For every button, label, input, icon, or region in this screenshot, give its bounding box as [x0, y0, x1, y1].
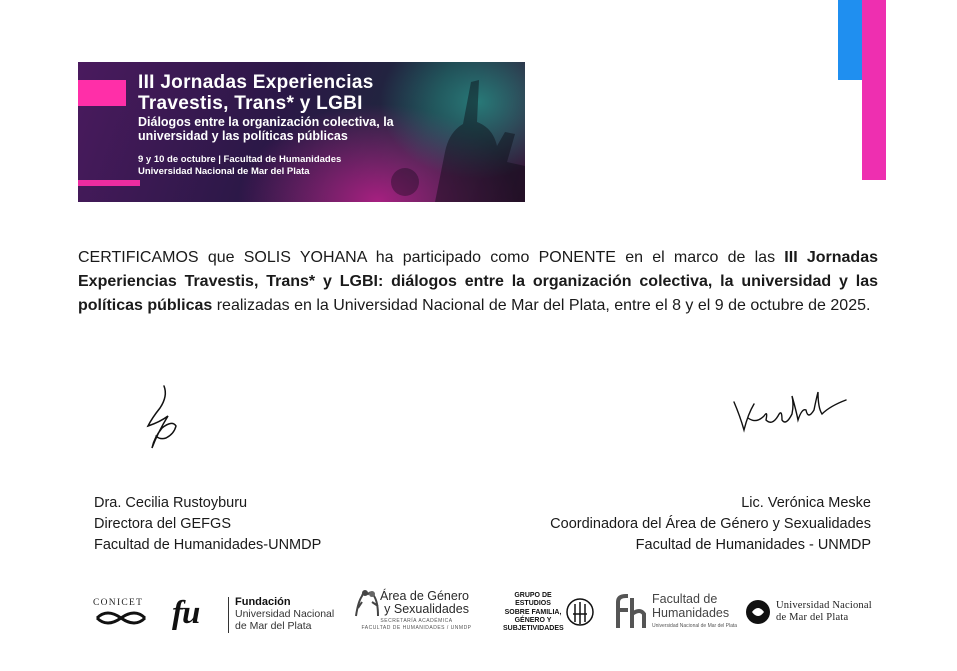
facultad-small-text: Universidad Nacional de Mar del Plata — [652, 623, 738, 629]
area-genero-logo — [354, 588, 479, 638]
grupo-line2: SOBRE FAMILIA, — [504, 608, 562, 616]
grupo-line4: SUBJETIVIDADES — [503, 625, 564, 633]
area-genero-sub2: FACULTAD DE HUMANIDADES / UNMDP — [361, 625, 472, 631]
fundacion-divider — [228, 597, 229, 633]
institution-logos-row — [0, 588, 957, 640]
area-genero-text — [380, 590, 469, 615]
conicet-wordmark: CONICET — [93, 598, 144, 608]
certificate-event-name: III Jornadas Experiencias Travestis, Trans* y LGBI: diálogos entre la organización colectiva, la universidad y las políticas públicas — [78, 249, 879, 314]
unmdp-line2: de Mar del Plata — [776, 612, 849, 623]
grupo-line1: GRUPO DE ESTUDIOS — [514, 592, 552, 608]
facultad-line2: Humanidades — [652, 606, 730, 620]
certificate-details: realizadas en la Universidad Nacional de Mar del Plata, entre el 8 y el 9 de octubre de 2025. — [212, 297, 871, 314]
banner-date: 9 y 10 de octubre | Facultad de Humanidades — [138, 154, 342, 165]
fundacion-line2: Universidad Nacional — [235, 608, 335, 620]
fundacion-line3: de Mar del Plata — [235, 620, 312, 632]
grupo-estudios-logo — [503, 592, 595, 636]
conicet-logo — [93, 598, 153, 633]
fundacion-unmdp-logo — [172, 593, 342, 637]
unmdp-crest-icon — [744, 598, 772, 626]
banner-subtitle-line2: universidad y las políticas públicas — [138, 128, 348, 143]
certificate-body — [78, 246, 878, 318]
signer-right-block — [550, 493, 871, 556]
facultad-text — [652, 592, 729, 620]
grupo-line3: GÉNERO Y — [514, 616, 552, 624]
area-genero-sub1: SECRETARÍA ACADÉMICA — [380, 618, 453, 624]
banner-accent-bar — [78, 180, 140, 186]
area-genero-figures-icon — [354, 588, 380, 618]
banner-title-line2: Travestis, Trans* y LGBI — [138, 93, 363, 114]
unmdp-logo — [744, 596, 884, 632]
decorative-blue-stripe — [838, 0, 862, 80]
facultad-humanidades-logo — [614, 590, 738, 636]
signature-left — [138, 382, 186, 454]
unmdp-line1: Universidad Nacional — [776, 600, 872, 611]
signer-right-name: Lic. Verónica Meske — [741, 495, 871, 511]
banner-university: Universidad Nacional de Mar del Plata — [138, 166, 310, 177]
banner-subtitle-line1: Diálogos entre la organización colectiva, la — [138, 115, 394, 129]
facultad-line1: Facultad de — [652, 592, 718, 606]
banner-accent-square — [78, 80, 126, 106]
fundacion-title: Fundación — [235, 596, 291, 608]
certificate-intro: CERTIFICAMOS que SOLIS YOHANA ha participado como PONENTE en el marco de las — [78, 249, 785, 266]
signer-left-institution: Facultad de Humanidades-UNMDP — [94, 537, 322, 553]
banner-text — [138, 72, 394, 178]
signature-right — [730, 380, 848, 438]
signer-right-institution: Facultad de Humanidades - UNMDP — [635, 537, 871, 553]
fundacion-text — [235, 596, 334, 632]
conicet-infinity-icon — [93, 608, 149, 628]
signer-left-name: Dra. Cecilia Rustoyburu — [94, 495, 248, 511]
fundacion-fu-mark: fu — [172, 595, 200, 631]
signer-left-role: Directora del GEFGS — [94, 516, 231, 532]
unmdp-text — [776, 600, 872, 624]
signer-left-block — [94, 493, 321, 556]
area-genero-line1: Área de Género — [380, 589, 469, 603]
signer-right-role: Coordinadora del Área de Género y Sexualidades — [550, 516, 871, 532]
banner-title-line1: III Jornadas Experiencias — [138, 72, 374, 93]
banner-crowd-silhouette — [375, 62, 525, 202]
decorative-pink-stripe — [862, 0, 886, 180]
facultad-fh-mark-icon — [614, 592, 650, 630]
event-banner — [78, 62, 525, 202]
area-genero-line2: y Sexualidades — [384, 601, 469, 616]
grupo-estudios-text — [503, 592, 563, 633]
grupo-estudios-emblem-icon — [565, 592, 595, 632]
